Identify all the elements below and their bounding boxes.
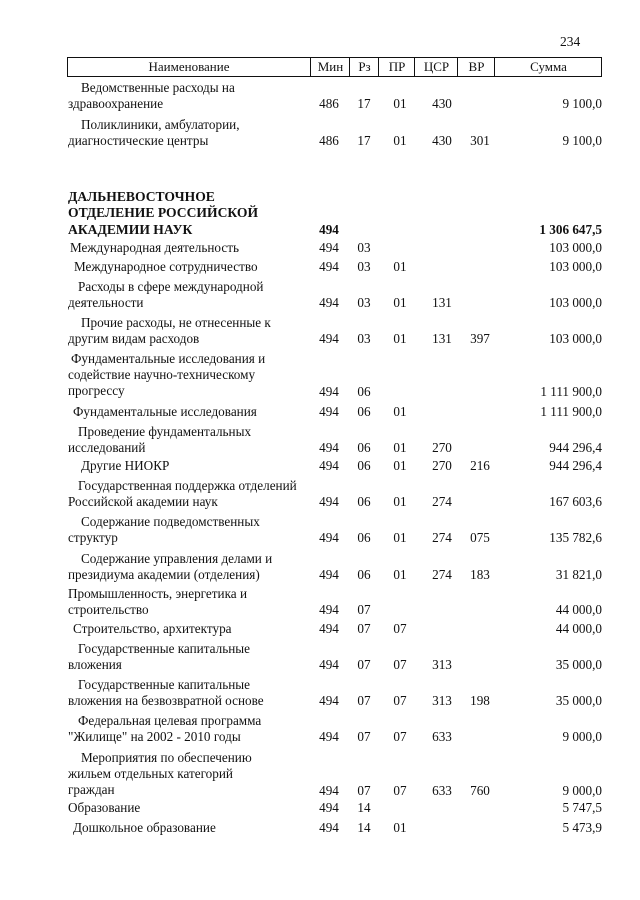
row-rz: 07 [357, 693, 371, 708]
header-rz: Рз [349, 58, 379, 76]
row-csr: 131 [432, 331, 452, 346]
row-pr: 01 [393, 259, 407, 274]
row-rz: 03 [357, 331, 371, 346]
row-sum: 44 000,0 [555, 621, 602, 636]
row-rz: 07 [357, 729, 371, 744]
row-vr: 397 [470, 331, 490, 346]
header-sum: Сумма [494, 58, 602, 76]
row-name: Государственные капитальные вложения [68, 641, 250, 672]
row-csr: 270 [432, 458, 452, 473]
row-pr: 01 [393, 567, 407, 582]
section-title: ДАЛЬНЕВОСТОЧНОЕ ОТДЕЛЕНИЕ РОССИЙСКОЙ АКАДЕМИИ НАУК [68, 189, 259, 237]
row-csr: 274 [432, 530, 452, 545]
row-min: 494 [319, 530, 339, 545]
row-rz: 06 [357, 404, 371, 419]
row-vr: 198 [470, 693, 490, 708]
header-csr: ЦСР [414, 58, 458, 76]
row-pr: 07 [393, 657, 407, 672]
row-sum: 5 473,9 [562, 820, 602, 835]
row-vr: 075 [470, 530, 490, 545]
row-min: 486 [319, 96, 339, 111]
row-sum: 103 000,0 [549, 240, 602, 255]
row-name: Ведомственные расходы на здравоохранение [68, 80, 235, 111]
row-rz: 03 [357, 240, 371, 255]
row-name: Прочие расходы, не отнесенные к другим видам расходов [68, 315, 271, 346]
row-pr: 01 [393, 530, 407, 545]
row-name: Содержание подведомственных структур [68, 514, 260, 545]
row-sum: 167 603,6 [549, 494, 602, 509]
row-min: 494 [319, 567, 339, 582]
row-pr: 01 [393, 404, 407, 419]
row-sum: 944 296,4 [549, 458, 602, 473]
row-name: Федеральная целевая программа "Жилище" на 2002 - 2010 годы [68, 713, 262, 744]
row-min: 494 [319, 295, 339, 310]
row-sum: 35 000,0 [555, 657, 602, 672]
row-name: Промышленность, энергетика и строительство [68, 586, 248, 617]
row-sum: 9 100,0 [562, 133, 602, 148]
row-rz: 07 [357, 657, 371, 672]
row-name: Фундаментальные исследования и содействие научно-техническому прогрессу [68, 351, 266, 398]
row-sum: 103 000,0 [549, 259, 602, 274]
row-name: Расходы в сфере международной деятельности [68, 279, 264, 310]
row-csr: 430 [432, 133, 452, 148]
row-rz: 17 [357, 96, 371, 111]
row-min: 494 [319, 729, 339, 744]
row-name: Проведение фундаментальных исследований [68, 424, 252, 455]
row-rz: 03 [357, 259, 371, 274]
row-csr: 274 [432, 567, 452, 582]
row-name: Международное сотрудничество [74, 259, 258, 274]
row-name: Поликлиники, амбулатории, диагностические центры [68, 117, 240, 148]
row-sum: 9 000,0 [562, 729, 602, 744]
row-sum: 1 306 647,5 [539, 222, 602, 237]
header-pr: ПР [378, 58, 415, 76]
row-csr: 131 [432, 295, 452, 310]
row-min: 494 [319, 384, 339, 399]
row-name: Дошкольное образование [73, 820, 216, 835]
row-min: 494 [319, 494, 339, 509]
row-csr: 274 [432, 494, 452, 509]
row-rz: 03 [357, 295, 371, 310]
row-sum: 1 111 900,0 [540, 384, 602, 399]
row-min: 494 [319, 440, 339, 455]
row-csr: 430 [432, 96, 452, 111]
row-pr: 07 [393, 693, 407, 708]
row-name: Содержание управления делами и президиума академии (отделения) [68, 551, 273, 582]
row-rz: 06 [357, 384, 371, 399]
row-sum: 103 000,0 [549, 295, 602, 310]
row-sum: 944 296,4 [549, 440, 602, 455]
row-name: Другие НИОКР [81, 458, 170, 473]
row-name: Международная деятельность [70, 240, 239, 255]
row-rz: 14 [357, 820, 371, 835]
row-csr: 633 [432, 783, 452, 798]
row-min: 494 [319, 602, 339, 617]
row-sum: 35 000,0 [555, 693, 602, 708]
row-min: 494 [319, 820, 339, 835]
row-pr: 01 [393, 440, 407, 455]
page-number: 234 [560, 34, 581, 49]
row-rz: 17 [357, 133, 371, 148]
row-vr: 760 [470, 783, 490, 798]
row-min: 494 [319, 458, 339, 473]
row-rz: 07 [357, 783, 371, 798]
row-sum: 1 111 900,0 [540, 404, 602, 419]
row-sum: 44 000,0 [555, 602, 602, 617]
row-rz: 07 [357, 621, 371, 636]
row-min: 494 [319, 800, 339, 815]
row-rz: 06 [357, 440, 371, 455]
row-sum: 103 000,0 [549, 331, 602, 346]
row-sum: 9 000,0 [562, 783, 602, 798]
row-name: Фундаментальные исследования [73, 404, 257, 419]
row-rz: 07 [357, 602, 371, 617]
row-sum: 31 821,0 [555, 567, 602, 582]
row-rz: 06 [357, 567, 371, 582]
row-min: 494 [319, 222, 339, 237]
row-name: Государственная поддержка отделений Российской академии наук [68, 478, 297, 509]
row-pr: 01 [393, 458, 407, 473]
row-rz: 06 [357, 530, 371, 545]
row-min: 494 [319, 259, 339, 274]
row-csr: 270 [432, 440, 452, 455]
row-min: 494 [319, 783, 339, 798]
row-vr: 216 [470, 458, 490, 473]
header-vr: ВР [457, 58, 495, 76]
row-min: 494 [319, 331, 339, 346]
row-csr: 313 [432, 693, 452, 708]
row-pr: 01 [393, 331, 407, 346]
row-rz: 06 [357, 458, 371, 473]
row-min: 494 [319, 404, 339, 419]
row-min: 494 [319, 693, 339, 708]
row-min: 494 [319, 240, 339, 255]
row-min: 494 [319, 621, 339, 636]
row-csr: 313 [432, 657, 452, 672]
row-csr: 633 [432, 729, 452, 744]
row-vr: 301 [470, 133, 490, 148]
table-header [67, 57, 602, 77]
row-min: 486 [319, 133, 339, 148]
row-min: 494 [319, 657, 339, 672]
row-pr: 01 [393, 820, 407, 835]
header-min: Мин [310, 58, 350, 76]
row-name: Государственные капитальные вложения на безвозвратной основе [68, 677, 264, 708]
row-sum: 135 782,6 [549, 530, 602, 545]
row-pr: 01 [393, 133, 407, 148]
row-pr: 01 [393, 295, 407, 310]
header-name: Наименование [148, 59, 230, 74]
row-vr: 183 [470, 567, 490, 582]
row-rz: 14 [357, 800, 371, 815]
row-rz: 06 [357, 494, 371, 509]
row-pr: 01 [393, 494, 407, 509]
row-name: Строительство, архитектура [73, 621, 232, 636]
row-sum: 9 100,0 [562, 96, 602, 111]
row-name: Мероприятия по обеспечению жильем отдельных категорий граждан [68, 750, 252, 797]
row-sum: 5 747,5 [562, 800, 602, 815]
row-name: Образование [68, 800, 141, 815]
row-pr: 07 [393, 729, 407, 744]
row-pr: 01 [393, 96, 407, 111]
row-pr: 07 [393, 783, 407, 798]
row-pr: 07 [393, 621, 407, 636]
